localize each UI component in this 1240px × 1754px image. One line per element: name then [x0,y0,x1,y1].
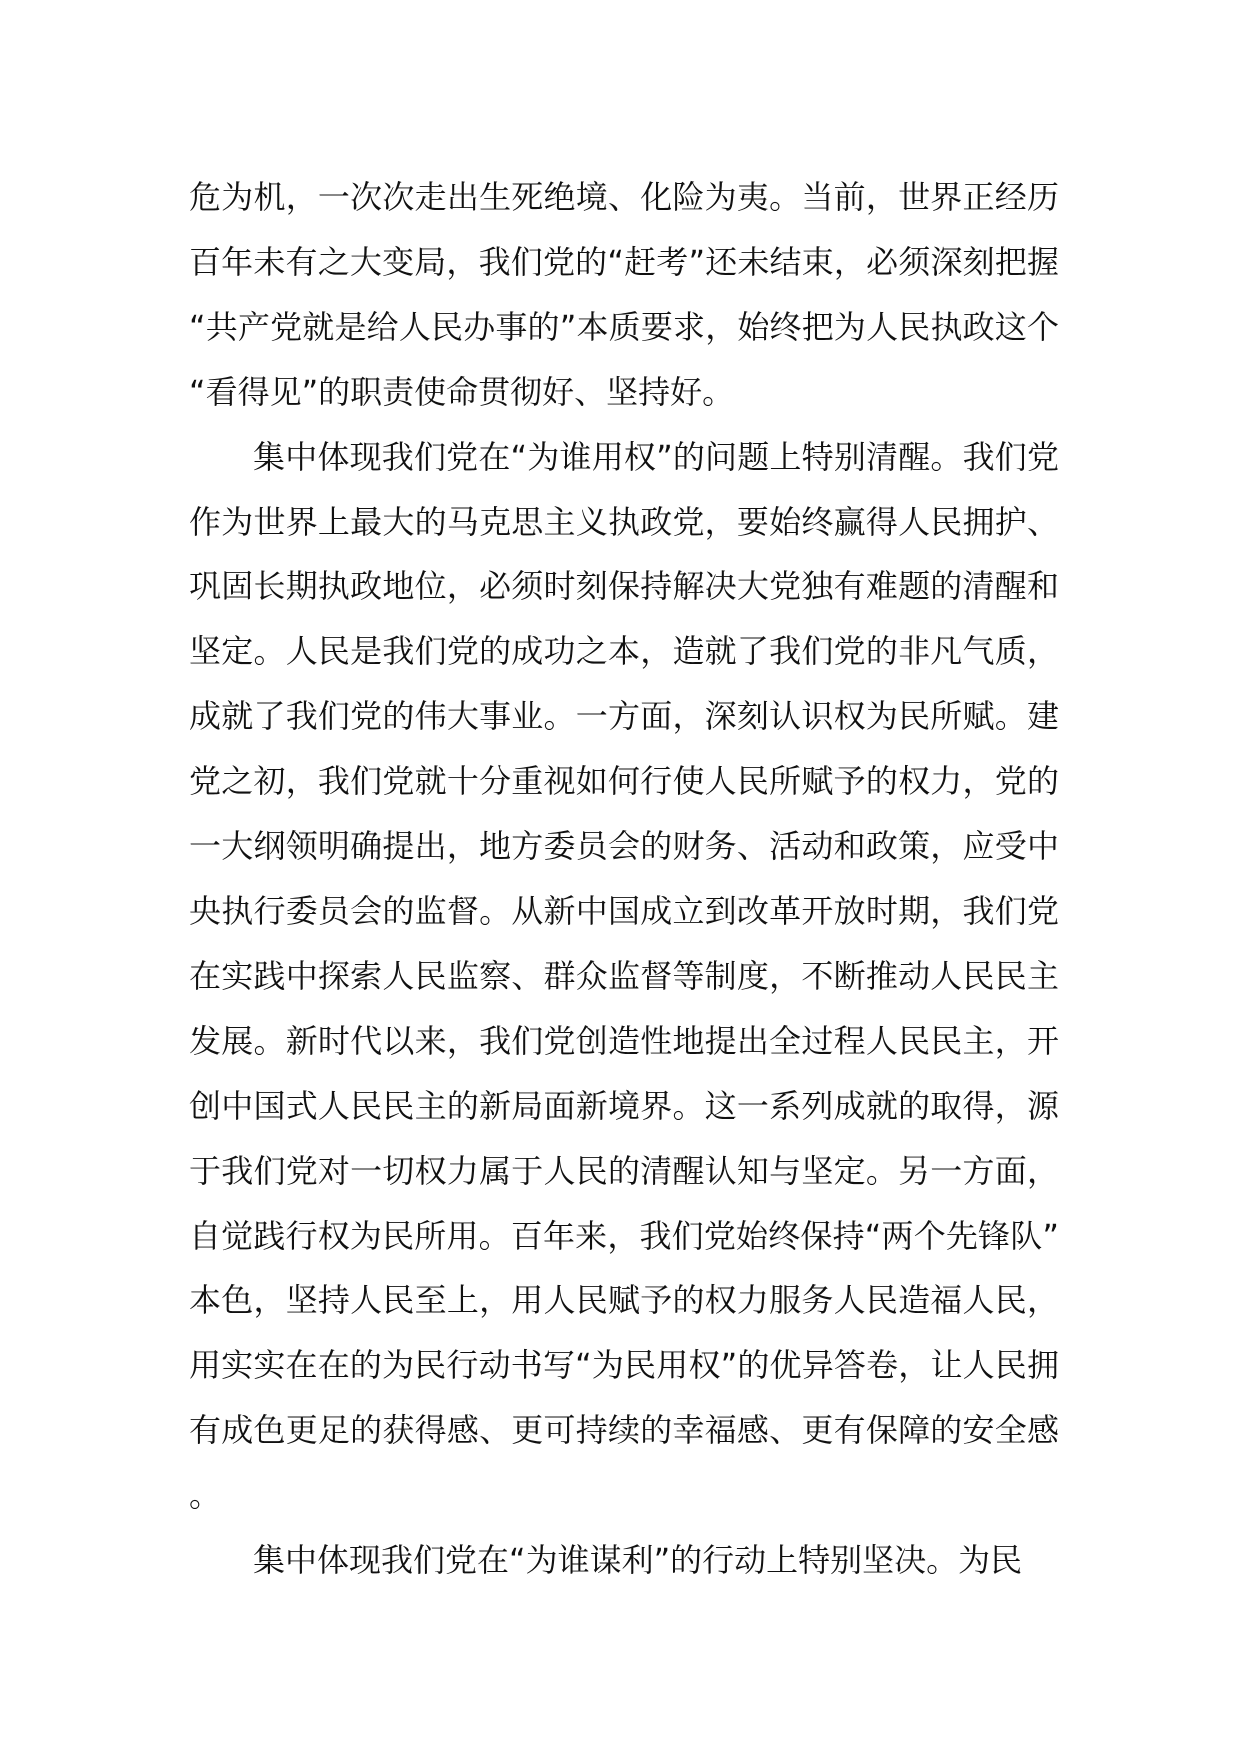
paragraph-2: 集中体现我们党在“为谁用权”的问题上特别清醒。我们党作为世界上最大的马克思主义执政党，要始终赢得人民拥护、巩固长期执政地位，必须时刻保持解决大党独有难题的清醒和坚定。人民是我们党的成功之本，造就了我们党的非凡气质，成就了我们党的伟大事业。一方面，深刻认识权为民所赋。建党之初，我们党就十分重视如何行使人民所赋予的权力，党的一大纲领明确提出，地方委员会的财务、活动和政策，应受中央执行委员会的监督。从新中国成立到改革开放时期，我们党在实践中探索人民监察、群众监督等制度，不断推动人民民主发展。新时代以来，我们党创造性地提出全过程人民民主，开创中国式人民民主的新局面新境界。这一系列成就的取得，源于我们党对一切权力属于人民的清醒认知与坚定。另一方面，自觉践行权为民所用。百年来，我们党始终保持“两个先锋队”本色，坚持人民至上，用人民赋予的权力服务人民造福人民，用实实在在的为民行动书写“为民用权”的优异答卷，让人民拥有成色更足的获得感、更可持续的幸福感、更有保障的安全感。 [189,437,1059,1515]
paragraph-1: 危为机，一次次走出生死绝境、化险为夷。当前，世界正经历百年未有之大变局，我们党的“赶考”还未结束，必须深刻把握“共产党就是给人民办事的”本质要求，始终把为人民执政这个“看得见”的职责使命贯彻好、坚持好。 [189,178,1059,411]
paragraph-3: 集中体现我们党在“为谁谋利”的行动上特别坚决。为民 [253,1541,1023,1580]
document-body [189,165,1059,1593]
